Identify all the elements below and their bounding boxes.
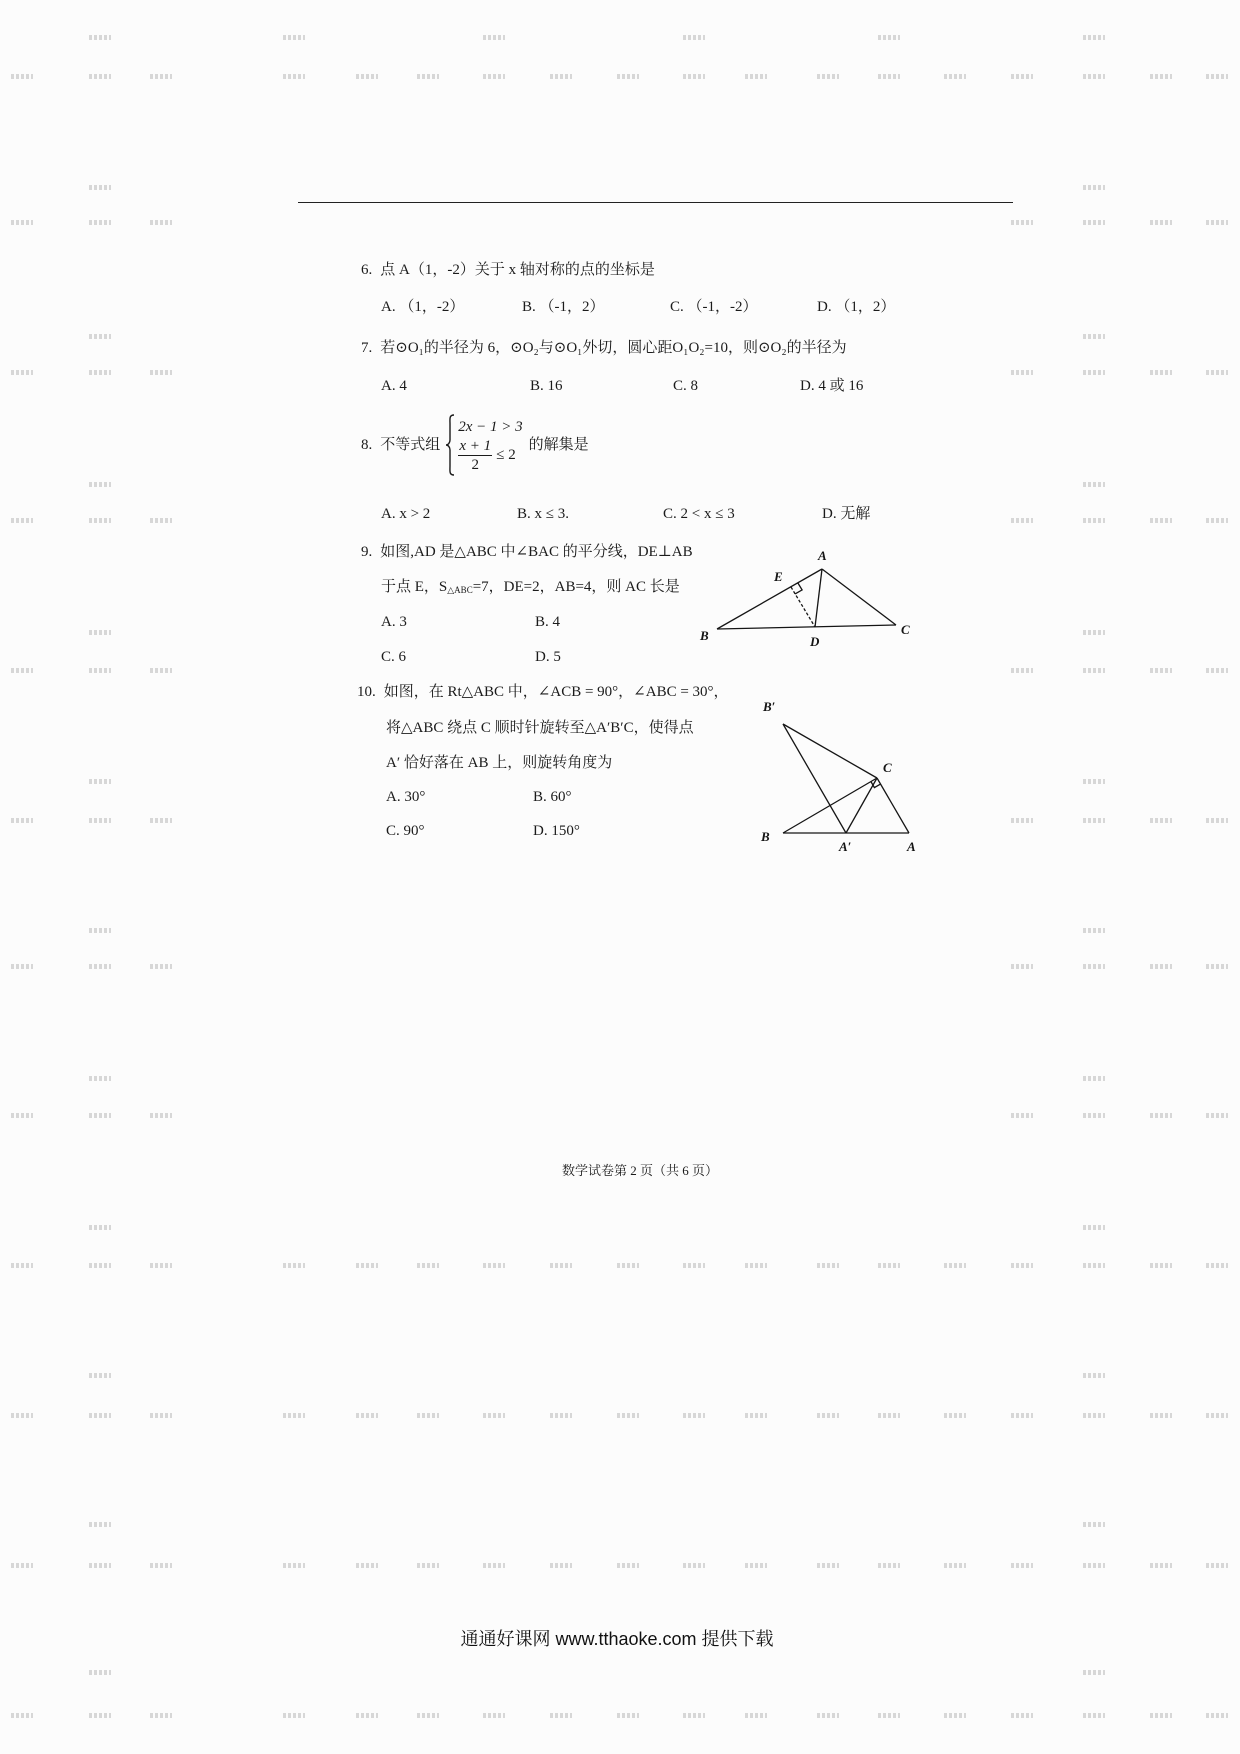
watermark-mark [283, 1563, 305, 1568]
watermark-mark [1150, 1263, 1172, 1268]
inequality-system [458, 417, 522, 474]
watermark-mark [944, 1713, 966, 1718]
watermark-mark [417, 1263, 439, 1268]
watermark-mark [89, 668, 111, 673]
question-9-option-c: C. 6 [381, 649, 407, 665]
watermark-mark [89, 1413, 111, 1418]
watermark-mark [89, 1563, 111, 1568]
watermark-mark [1011, 1563, 1033, 1568]
watermark-mark [1011, 1413, 1033, 1418]
question-10-stem-line-3: A′ 恰好落在 AB 上，则旋转角度为 [386, 755, 613, 771]
watermark-mark [150, 1713, 172, 1718]
watermark-mark [11, 818, 33, 823]
watermark-mark [1083, 1225, 1105, 1230]
label-c: C [901, 622, 910, 637]
area-subscript: △ABC [447, 585, 473, 595]
watermark-mark [817, 1563, 839, 1568]
question-7-option-a: A. 4 [381, 378, 407, 394]
watermark-mark [1206, 1413, 1228, 1418]
watermark-mark [745, 1563, 767, 1568]
watermark-mark [89, 185, 111, 190]
watermark-mark [89, 220, 111, 225]
watermark-mark [1083, 185, 1105, 190]
watermark-mark [483, 1713, 505, 1718]
watermark-mark [283, 74, 305, 79]
segment-bc [717, 625, 896, 629]
question-7-option-b: B. 16 [530, 378, 563, 394]
watermark-mark [944, 1263, 966, 1268]
question-number: 8. [361, 437, 373, 453]
watermark-mark [1206, 1113, 1228, 1118]
watermark-mark [1083, 334, 1105, 339]
watermark-mark [417, 1563, 439, 1568]
watermark-mark [1206, 1263, 1228, 1268]
watermark-mark [11, 220, 33, 225]
watermark-mark [89, 1522, 111, 1527]
watermark-mark [11, 964, 33, 969]
watermark-mark [745, 1413, 767, 1418]
watermark-mark [89, 928, 111, 933]
watermark-mark [550, 1563, 572, 1568]
watermark-mark [1083, 518, 1105, 523]
watermark-mark [878, 1563, 900, 1568]
watermark-mark [150, 220, 172, 225]
watermark-mark [1011, 1713, 1033, 1718]
watermark-mark [11, 1113, 33, 1118]
watermark-mark [878, 1713, 900, 1718]
question-6-option-a: A. （1，-2） [381, 299, 465, 315]
watermark-mark [1083, 779, 1105, 784]
question-6-option-c: C. （-1，-2） [670, 299, 758, 315]
watermark-mark [89, 1373, 111, 1378]
watermark-mark [89, 74, 111, 79]
watermark-mark [1011, 1113, 1033, 1118]
watermark-mark [683, 1563, 705, 1568]
watermark-mark [11, 1263, 33, 1268]
question-7-option-c: C. 8 [673, 378, 699, 394]
inequality-2 [458, 437, 522, 474]
question-6-stem [361, 260, 655, 280]
watermark-mark [1150, 74, 1172, 79]
question-text: 点 A（1，-2）关于 x 轴对称的点的坐标是 [380, 262, 655, 278]
watermark-mark [356, 1563, 378, 1568]
watermark-mark [1206, 518, 1228, 523]
inequality-1: 2x − 1 > 3 [458, 418, 523, 435]
watermark-mark [745, 74, 767, 79]
label-b: B [761, 829, 770, 844]
watermark-mark [89, 630, 111, 635]
watermark-mark [617, 74, 639, 79]
question-number: 6. [361, 262, 373, 278]
question-number: 7. [361, 340, 373, 356]
watermark-mark [1083, 1413, 1105, 1418]
watermark-mark [878, 1263, 900, 1268]
fraction-denominator: 2 [471, 456, 480, 473]
watermark-mark [283, 1713, 305, 1718]
watermark-mark [1206, 964, 1228, 969]
fraction-numerator: x + 1 [459, 437, 492, 454]
figure-question-9 [690, 540, 920, 655]
watermark-mark [11, 1713, 33, 1718]
watermark-mark [89, 1076, 111, 1081]
watermark-mark [1011, 818, 1033, 823]
watermark-mark [89, 35, 111, 40]
watermark-mark [1083, 928, 1105, 933]
watermark-mark [483, 74, 505, 79]
segment-de [791, 587, 815, 627]
watermark-mark [11, 668, 33, 673]
question-number: 9. [361, 544, 373, 560]
watermark-mark [89, 1263, 111, 1268]
watermark-mark [150, 964, 172, 969]
watermark-mark [1206, 1713, 1228, 1718]
watermark-mark [89, 1225, 111, 1230]
watermark-mark [944, 1413, 966, 1418]
question-10-option-d: D. 150° [533, 823, 580, 839]
watermark-mark [745, 1263, 767, 1268]
watermark-mark [11, 1413, 33, 1418]
watermark-mark [150, 668, 172, 673]
header-rule [298, 202, 1013, 203]
watermark-mark [150, 1413, 172, 1418]
watermark-mark [417, 74, 439, 79]
question-10-option-b: B. 60° [533, 789, 572, 805]
watermark-mark [89, 518, 111, 523]
question-text: =7，DE=2，AB=4，则 AC 长是 [472, 579, 680, 595]
watermark-mark [550, 74, 572, 79]
watermark-mark [878, 1413, 900, 1418]
watermark-mark [817, 74, 839, 79]
download-credit: 通通好课网 www.tthaoke.com 提供下载 [460, 1629, 774, 1649]
watermark-mark [89, 1713, 111, 1718]
question-9-stem-line-2 [381, 577, 680, 600]
question-8-option-b: B. x ≤ 3. [517, 506, 569, 522]
label-a-prime: A′ [839, 839, 852, 854]
watermark-mark [817, 1413, 839, 1418]
figure-question-10 [755, 695, 935, 860]
question-8-option-d: D. 无解 [822, 506, 871, 522]
watermark-mark [1150, 220, 1172, 225]
watermark-mark [1011, 220, 1033, 225]
question-number: 10. [357, 684, 376, 700]
watermark-mark [1083, 1076, 1105, 1081]
watermark-mark [1150, 1563, 1172, 1568]
watermark-mark [1083, 370, 1105, 375]
watermark-mark [1083, 1113, 1105, 1118]
label-d: D [810, 634, 820, 649]
watermark-mark [1206, 1563, 1228, 1568]
watermark-mark [1083, 1713, 1105, 1718]
watermark-mark [89, 779, 111, 784]
watermark-mark [417, 1713, 439, 1718]
watermark-mark [1011, 668, 1033, 673]
watermark-mark [1150, 1113, 1172, 1118]
watermark-mark [550, 1713, 572, 1718]
label-a: A [907, 839, 916, 854]
segment-ab [717, 569, 822, 629]
watermark-mark [683, 74, 705, 79]
label-c: C [883, 760, 892, 775]
watermark-mark [550, 1263, 572, 1268]
segment-b-prime-a-prime [783, 724, 846, 833]
watermark-mark [1083, 818, 1105, 823]
watermark-mark [150, 818, 172, 823]
watermark-mark [1083, 482, 1105, 487]
watermark-mark [1150, 1713, 1172, 1718]
question-9-stem-line-1 [361, 542, 693, 562]
watermark-mark [1206, 668, 1228, 673]
watermark-mark [683, 1713, 705, 1718]
label-a: A [818, 548, 827, 563]
question-text-before: 不等式组 [380, 437, 441, 453]
question-6-option-d: D. （1，2） [817, 299, 896, 315]
watermark-mark [89, 1113, 111, 1118]
watermark-mark [1083, 1522, 1105, 1527]
watermark-mark [683, 1263, 705, 1268]
watermark-mark [1206, 370, 1228, 375]
watermark-mark [1083, 1263, 1105, 1268]
watermark-mark [1083, 630, 1105, 635]
watermark-mark [617, 1563, 639, 1568]
watermark-mark [1150, 964, 1172, 969]
watermark-mark [483, 1563, 505, 1568]
watermark-mark [1083, 220, 1105, 225]
question-10-stem-line-1 [357, 682, 729, 702]
watermark-mark [1083, 1563, 1105, 1568]
watermark-mark [1083, 964, 1105, 969]
watermark-mark [1150, 818, 1172, 823]
watermark-mark [150, 74, 172, 79]
watermark-mark [617, 1713, 639, 1718]
segment-ad [815, 569, 822, 627]
question-text: 如图，在 Rt△ABC 中，∠ACB = 90°，∠ABC = 30°， [383, 684, 729, 700]
watermark-mark [11, 370, 33, 375]
watermark-mark [11, 1563, 33, 1568]
watermark-mark [483, 1263, 505, 1268]
watermark-mark [89, 818, 111, 823]
inequality-2-relation: ≤ 2 [496, 447, 516, 463]
question-8-stem [361, 408, 589, 482]
question-7-option-d: D. 4 或 16 [800, 378, 864, 394]
watermark-mark [1083, 74, 1105, 79]
watermark-mark [1150, 370, 1172, 375]
segment-bc [783, 778, 877, 833]
question-text: 于点 E，S [381, 579, 448, 595]
label-b: B [700, 628, 709, 643]
question-text-after: 的解集是 [528, 437, 589, 453]
segment-ac [822, 569, 896, 625]
watermark-mark [550, 1413, 572, 1418]
question-10-option-c: C. 90° [386, 823, 425, 839]
watermark-mark [483, 35, 505, 40]
watermark-mark [150, 1563, 172, 1568]
watermark-mark [356, 1263, 378, 1268]
right-angle-mark-e [795, 583, 802, 594]
watermark-mark [1206, 220, 1228, 225]
watermark-mark [817, 1263, 839, 1268]
question-9-option-b: B. 4 [535, 614, 561, 630]
watermark-mark [1150, 1413, 1172, 1418]
question-9-option-d: D. 5 [535, 649, 561, 665]
watermark-mark [356, 1413, 378, 1418]
watermark-mark [617, 1413, 639, 1418]
watermark-mark [1206, 818, 1228, 823]
question-8-option-a: A. x > 2 [381, 506, 431, 522]
watermark-mark [1011, 370, 1033, 375]
watermark-mark [150, 1263, 172, 1268]
segment-ca [877, 778, 909, 833]
watermark-mark [745, 1713, 767, 1718]
question-text: 若⊙O₁的半径为 6，⊙O₂与⊙O₁外切，圆心距O₁O₂=10，则⊙O₂的半径为 [380, 340, 847, 356]
watermark-mark [1011, 518, 1033, 523]
watermark-mark [1150, 668, 1172, 673]
watermark-mark [11, 518, 33, 523]
watermark-mark [1083, 1670, 1105, 1675]
watermark-mark [11, 74, 33, 79]
watermark-mark [1011, 964, 1033, 969]
watermark-mark [417, 1413, 439, 1418]
watermark-mark [483, 1413, 505, 1418]
watermark-mark [283, 1263, 305, 1268]
watermark-mark [1083, 668, 1105, 673]
question-10-stem-line-2: 将△ABC 绕点 C 顺时针旋转至△A′B′C，使得点 [386, 720, 694, 736]
watermark-mark [617, 1263, 639, 1268]
watermark-mark [817, 1713, 839, 1718]
watermark-mark [878, 74, 900, 79]
question-8-option-c: C. 2 < x ≤ 3 [663, 506, 735, 522]
question-7-stem [361, 338, 847, 358]
watermark-mark [89, 964, 111, 969]
segment-b-prime-c [783, 724, 877, 778]
brace-icon [444, 413, 456, 477]
label-e: E [774, 569, 783, 584]
watermark-mark [683, 1413, 705, 1418]
segment-c-a-prime [846, 778, 877, 833]
watermark-mark [1150, 518, 1172, 523]
watermark-mark [944, 74, 966, 79]
watermark-mark [878, 35, 900, 40]
watermark-mark [1011, 1263, 1033, 1268]
watermark-mark [1083, 1373, 1105, 1378]
watermark-mark [283, 1413, 305, 1418]
watermark-mark [356, 74, 378, 79]
page-number-footer: 数学试卷第 2 页（共 6 页） [561, 1163, 718, 1178]
question-9-option-a: A. 3 [381, 614, 407, 630]
watermark-mark [356, 1713, 378, 1718]
watermark-mark [89, 482, 111, 487]
question-6-option-b: B. （-1，2） [522, 299, 605, 315]
label-b-prime: B′ [763, 699, 776, 714]
watermark-mark [1011, 74, 1033, 79]
watermark-mark [150, 1113, 172, 1118]
watermark-mark [89, 370, 111, 375]
watermark-mark [150, 518, 172, 523]
question-10-option-a: A. 30° [386, 789, 426, 805]
watermark-mark [944, 1563, 966, 1568]
watermark-mark [1206, 74, 1228, 79]
watermark-mark [89, 334, 111, 339]
question-text: 如图,AD 是△ABC 中∠BAC 的平分线，DE⊥AB [380, 544, 693, 560]
watermark-mark [1083, 35, 1105, 40]
fraction [458, 437, 492, 474]
watermark-mark [683, 35, 705, 40]
watermark-mark [150, 370, 172, 375]
watermark-mark [283, 35, 305, 40]
watermark-mark [89, 1670, 111, 1675]
